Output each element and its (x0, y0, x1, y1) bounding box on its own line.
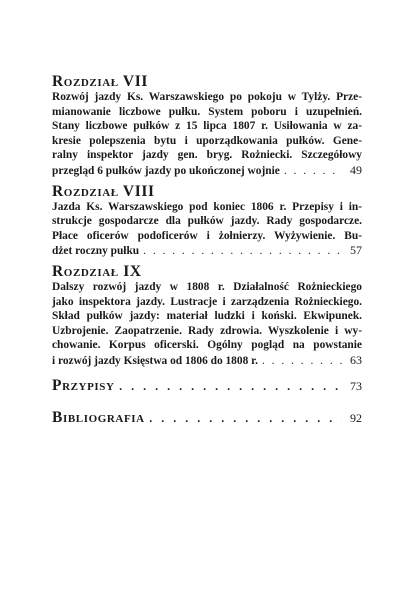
dot-leader (143, 244, 342, 259)
description-last-line (52, 243, 362, 259)
chapter-description (52, 280, 362, 369)
chapter-description (52, 200, 362, 259)
page-number: 73 (350, 378, 362, 393)
page-number: 92 (350, 410, 362, 425)
description-line: Uzbrojenie. Zaopatrzenie. Rady zdrowia. Wyszkolenie i wy- (52, 324, 362, 337)
toc-entry-bibliografia (52, 409, 362, 427)
toc-entry-przypisy (52, 377, 362, 395)
description-line: i rozwój jazdy Księstwa od 1806 do 1808 r. (52, 354, 258, 367)
description-line: Skład pułków jazdy: materiał ludzki i koński. Ekwipunek. (52, 310, 362, 323)
dot-leader (262, 354, 342, 369)
page-number: 63 (350, 352, 362, 367)
description-line: przegląd 6 pułków jazdy po ukończonej wojnie (52, 164, 280, 177)
description-line: chowanie. Korpus oficerski. Ogólny pogląd na powstanie (52, 339, 362, 352)
page-number: 57 (350, 243, 362, 258)
chapter-heading: Rozdział IX (52, 262, 142, 280)
description-line: Stany liczbowe pułków z 15 lipca 1807 r. Usiłowania w za- (52, 120, 362, 133)
page-number: 49 (350, 162, 362, 177)
description-line: Jazda Ks. Warszawskiego pod koniec 1806 r. Przepisy i in- (52, 200, 362, 213)
toc-chapter-7 (52, 73, 362, 179)
description-line: kresie polepszenia bytu i uporządkowania pułków. Gene- (52, 134, 362, 147)
description-line: jako inspektora jazdy. Lustracje i zarządzenia Rożnieckiego. (52, 295, 362, 308)
chapter-heading: Rozdział VIII (52, 182, 155, 200)
table-of-contents (52, 73, 362, 441)
section-heading: Przypisy (52, 376, 115, 394)
toc-chapter-9 (52, 263, 362, 369)
dot-leader (149, 409, 342, 427)
description-line: Płace oficerów podoficerów i żołnierzy. Wyżywienie. Bu- (52, 229, 362, 242)
chapter-heading: Rozdział VII (52, 73, 148, 90)
dot-leader (284, 164, 342, 179)
section-heading: Bibliografia (52, 408, 145, 426)
dot-leader (119, 377, 342, 395)
description-line: strukcje gospodarcze dla pułków jazdy. Rady gospodarcze. (52, 215, 362, 228)
description-last-line (52, 163, 362, 179)
description-line: mianowanie liczbowe pułku. System poboru i uzupełnień. (52, 105, 362, 118)
description-line: Dalszy rozwój jazdy w 1808 r. Działalność Rożnieckiego (52, 280, 362, 293)
chapter-description (52, 90, 362, 179)
description-line: dżet roczny pułku (52, 245, 140, 258)
description-line: Rozwój jazdy Ks. Warszawskiego po pokoju w Tylży. Prze- (52, 91, 362, 103)
toc-chapter-8 (52, 183, 362, 259)
description-last-line (52, 353, 362, 369)
description-line: ralny inspektor jazdy gen. bryg. Rożniecki. Szczegółowy (52, 149, 362, 162)
